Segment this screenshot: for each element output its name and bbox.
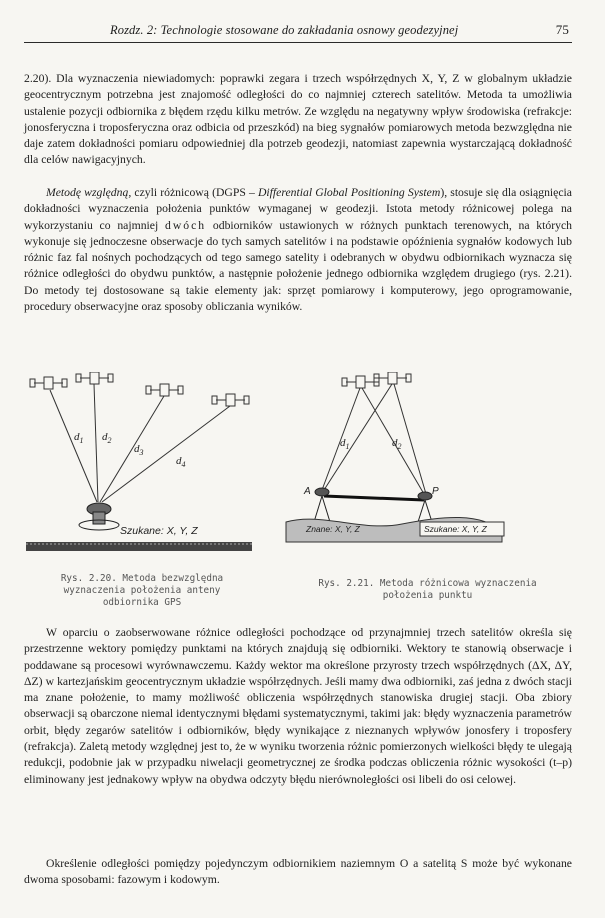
paragraph-2-text-b: ), stosuje się dla osiągnięcia dokładności wyznaczenia położenia punktów wymaganej w geodezji. Istota metody różnicowej polega na wykorzystaniu co najmniej xyxy=(24,186,572,232)
satellite-icon xyxy=(30,377,67,389)
figure-absolute-positioning xyxy=(22,372,272,572)
point-p-label: P xyxy=(432,486,439,497)
satellite-icon xyxy=(212,394,249,406)
paragraph-4: Określenie odległości pomiędzy pojedynczym odbiornikiem naziemnym O a satelitą S może być wykonane dwoma sposobami: fazowym i kodowym. xyxy=(24,857,572,887)
ground-hatching xyxy=(26,542,252,551)
satellite-icon xyxy=(76,372,113,384)
paragraph-1: 2.20). Dla wyznaczenia niewiadomych: poprawki zegara i trzech współrzędnych X, Y, Z w globalnym układzie geocentrycznym potrzebna jest znajomość odległości do co najmniej czterech satelitów. Metoda ta umożliwia ustalenie pozycji odbiornika z błędem rzędu kilku metrów. Ze względu na negatywny wpływ środowiska (refrakcje: jonosferyczna i troposferyczna oraz odbicia od przeszkód) na bieg sygnałów pomiarowych metoda bezwzględna nie daje zatem dokładności pomiaru odpowiedniej dla potrzeb geodezji, natomiast zapewnia wystarczającą dokładność dla celów nawigacyjnych. xyxy=(24,72,572,167)
caption-line: odbiornika GPS xyxy=(102,597,182,608)
term-dgps: Differential Global Positioning System xyxy=(257,186,441,199)
caption-line: położenia punktu xyxy=(382,590,473,601)
baseline-vector xyxy=(324,496,424,500)
label-d2: $d_2$ xyxy=(102,431,112,445)
gps-antenna-icon xyxy=(79,503,119,530)
caption-line: wyznaczenia położenia anteny xyxy=(63,585,221,596)
paragraph-2-text-c: odbiorników ustawionych w różnych punktach terenowych, na których wykonuje się jednoczesne obserwacje do tych samych satelitów i na podstawie opóźnienia sygnałów kodowych lub różnic faz fal nośnych pochodzących od tego samego satelity i odebranych w obydwu odbiornikach wyznacza się różnice odległości do obydwu punktów, a następnie położenie jednego odbiornika względem drugiego (rys. 2.21). Do metody tej dostosowane są takie elementy jak: sprzęt pomiarowy i komputerowy, jego oprogramowanie, procedury obserwacyjne oraz sposoby obliczania wyników. xyxy=(24,218,572,314)
distance-ray xyxy=(94,384,98,502)
satellite-icon xyxy=(374,372,411,384)
label-d1: $d_1$ xyxy=(340,437,350,451)
gps-antenna-icon xyxy=(314,488,330,522)
unknown-coordinates-label: Szukane: X, Y, Z xyxy=(120,525,198,537)
paragraph-2-text-a: czyli różnicową (DGPS – xyxy=(131,186,258,199)
running-header xyxy=(24,22,572,43)
distance-ray xyxy=(100,396,164,502)
term-relative-method: Metodę względną, xyxy=(46,186,132,199)
label-d2: $d_2$ xyxy=(392,437,402,451)
page-number: 75 xyxy=(555,22,569,37)
paragraph-2 xyxy=(24,185,572,315)
emphasis-two: dwóch xyxy=(164,218,207,232)
distance-ray xyxy=(324,384,392,490)
gps-antenna-icon xyxy=(418,492,432,522)
label-d4: $d_4$ xyxy=(176,455,186,469)
unknown-coordinates-label: Szukane: X, Y, Z xyxy=(424,524,487,534)
caption-figure-2-21 xyxy=(285,578,570,602)
satellite-icon xyxy=(146,384,183,396)
distance-ray xyxy=(50,390,97,502)
point-a-label: A xyxy=(304,486,311,497)
known-coordinates-label: Znane: X, Y, Z xyxy=(306,524,360,534)
figure-relative-positioning xyxy=(282,372,582,572)
caption-figure-2-20 xyxy=(22,573,262,609)
chapter-title: Rozdz. 2: Technologie stosowane do zakładania osnowy geodezyjnej xyxy=(110,23,459,37)
label-d1: $d_1$ xyxy=(74,431,84,445)
caption-line: Rys. 2.20. Metoda bezwzględna xyxy=(60,573,224,584)
caption-line: Rys. 2.21. Metoda różnicowa wyznaczenia xyxy=(318,578,537,589)
paragraph-3: W oparciu o zaobserwowane różnice odległości pochodzące od przynajmniej trzech satelitów określa się przestrzenne wektory pomiędzy punktami na których znajdują się odbiorniki. Wektory te stanowią obserwacje i poddawane są procesowi wyrównawczemu. Każdy wektor ma określone przyrosty trzech współrzędnych (ΔX, ΔY, ΔZ) w kartezjańskim geocentrycznym układzie współrzędnych. Jeśli mamy dwa odbiorniki, zaś jedna z dwóch stacji ma znane położenie, to mamy możliwość obliczenia współrzędnych stanowiska drugiej stacji. Oba zbiory obserwacji są obarczone niemal identycznymi błędami systematycznymi, takimi jak: błędy wyznaczenia parametrów orbit, błędy zegarów satelitów i odbiorników, błędy wynikające z nieznanych wpływów jonosfery i troposfery (refrakcja). Zaletą metody względnej jest to, że w wyniku tworzenia różnic pomierzonych wielkości błędy te ulegają redukcji, podobnie jak w przypadku niwelacji geometrycznej ze środka podczas obliczenia różnic wysokości (t–p) eliminowany jest jednakowy wpływ na obydwa odczyty błędu nierównoległości osi libeli do osi celowej. xyxy=(24,626,572,786)
distance-ray xyxy=(394,384,426,494)
label-d3: $d_3$ xyxy=(134,443,144,457)
distance-ray xyxy=(102,406,230,502)
satellite-icon xyxy=(342,376,379,388)
